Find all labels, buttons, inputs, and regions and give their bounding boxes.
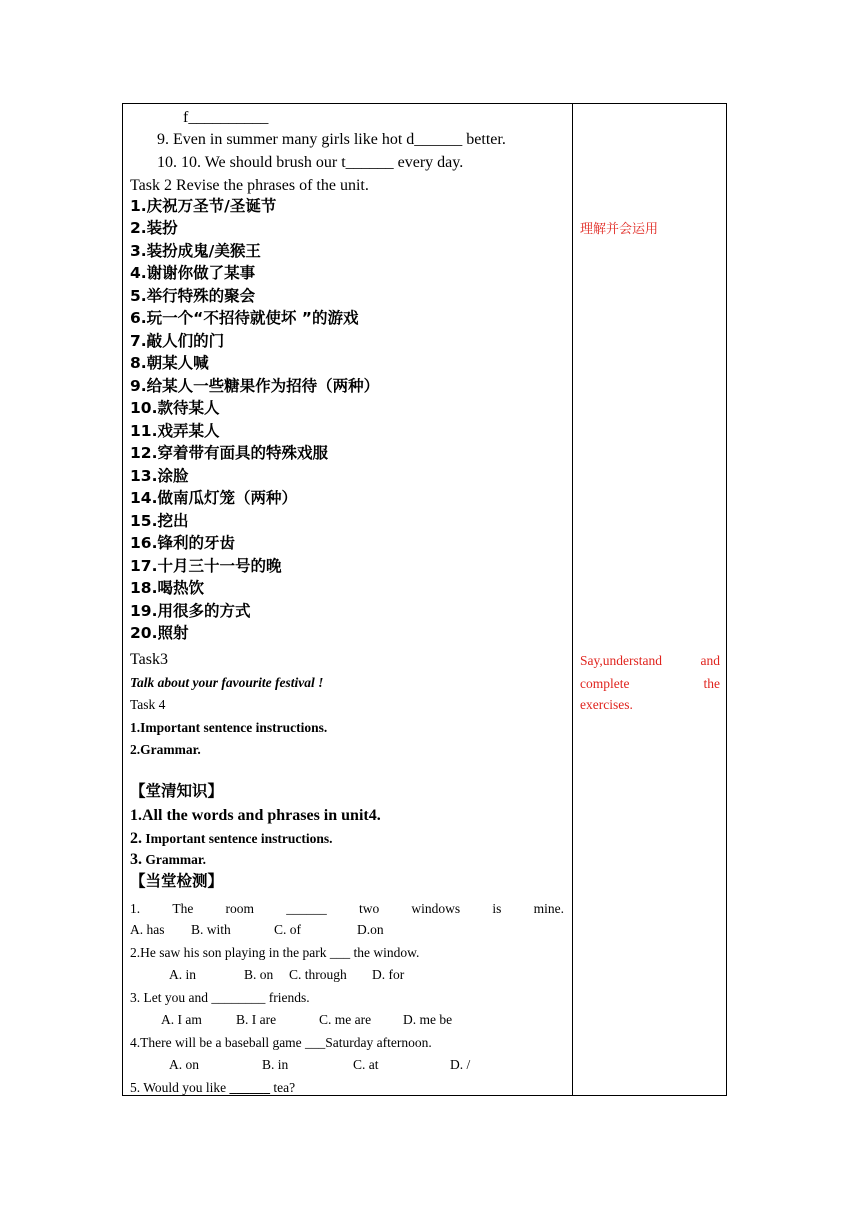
phrase-item: 6.玩一个“不招待就使坏 ”的游戏 (130, 309, 359, 327)
phrase-item: 16.锋利的牙齿 (130, 534, 235, 552)
phrase-item: 3.装扮成鬼/美猴王 (130, 242, 261, 260)
task2-heading: Task 2 Revise the phrases of the unit. (130, 177, 369, 194)
question-1-word: mine. (533, 901, 564, 916)
exercise-item-10: 10. 10. We should brush our t______ every day. (157, 154, 464, 171)
q2-option-b: B. on (244, 967, 274, 982)
q4-option-a: A. on (169, 1057, 199, 1072)
q1-option-a: A. has (130, 922, 165, 937)
task4-item-2: 2.Grammar. (130, 742, 201, 757)
note-word: complete (580, 676, 630, 691)
q2-option-d: D. for (372, 967, 405, 982)
q3-option-b: B. I are (236, 1012, 277, 1027)
task3-heading: Task3 (130, 651, 168, 668)
knowledge-item-2-number: 2. (130, 830, 142, 847)
question-4: 4.There will be a baseball game ___Saturday afternoon. (130, 1035, 432, 1050)
phrase-item: 1.庆祝万圣节/圣诞节 (130, 197, 277, 215)
task3-text: Talk about your favourite festival ! (130, 675, 324, 690)
q3-option-d: D. me be (403, 1012, 453, 1027)
q4-option-b: B. in (262, 1057, 289, 1072)
knowledge-item-2 (130, 831, 333, 847)
question-1-word: The (172, 901, 194, 916)
knowledge-item-1: 1.All the words and phrases in unit4. (130, 807, 381, 824)
phrase-item: 9.给某人一些糖果作为招待（两种） (130, 377, 380, 395)
question-1-word: is (492, 901, 502, 916)
q2-option-a: A. in (169, 967, 196, 982)
q4-option-c: C. at (353, 1057, 379, 1072)
question-3: 3. Let you and ________ friends. (130, 990, 310, 1005)
q1-option-c: C. of (274, 922, 301, 937)
q4-option-d: D. / (450, 1057, 471, 1072)
phrase-item: 19.用很多的方式 (130, 602, 251, 620)
phrase-item: 2.装扮 (130, 219, 178, 237)
question-5-suffix: tea? (270, 1080, 296, 1095)
phrase-item: 5.举行特殊的聚会 (130, 287, 256, 305)
blank-continuation: f__________ (183, 109, 269, 126)
task4-item-1: 1.Important sentence instructions. (130, 720, 328, 735)
phrase-item: 8.朝某人喊 (130, 354, 209, 372)
q2-option-c: C. through (289, 967, 347, 982)
question-5-prefix: 5. Would you like (130, 1080, 230, 1095)
phrase-item: 10.款待某人 (130, 399, 220, 417)
question-5 (130, 1081, 295, 1095)
phrase-item: 12.穿着带有面具的特殊戏服 (130, 444, 328, 462)
question-1-word: two (358, 901, 380, 916)
note-understand-use: 理解并会运用 (580, 222, 659, 237)
knowledge-heading: 【堂清知识】 (130, 782, 224, 800)
phrase-item: 11.戏弄某人 (130, 422, 220, 440)
phrase-item: 20.照射 (130, 624, 189, 642)
note-exercises: exercises. (580, 697, 633, 712)
phrase-item: 15.挖出 (130, 512, 189, 530)
q3-option-a: A. I am (161, 1012, 202, 1027)
exercise-item-9: 9. Even in summer many girls like hot d______ better. (157, 131, 506, 148)
phrase-item: 18.喝热饮 (130, 579, 204, 597)
question-1 (130, 901, 564, 917)
question-1-word: windows (411, 901, 461, 916)
question-5-blank: ______ (229, 1080, 271, 1095)
knowledge-item-3-text: Grammar. (142, 852, 206, 867)
question-1-word: room (225, 901, 255, 916)
phrase-item: 14.做南瓜灯笼（两种） (130, 489, 297, 507)
knowledge-item-3 (130, 852, 206, 868)
knowledge-item-2-text: Important sentence instructions. (142, 831, 333, 846)
question-1-blank: ______ (286, 901, 327, 916)
phrase-item: 7.敲人们的门 (130, 332, 225, 350)
q1-option-d: D.on (357, 922, 384, 937)
note-word: and (700, 653, 720, 668)
q1-option-b: B. with (191, 922, 231, 937)
question-2: 2.He saw his son playing in the park ___ the window. (130, 945, 420, 960)
question-1-word: 1. (130, 901, 141, 916)
phrase-item: 17.十月三十一号的晚 (130, 557, 282, 575)
test-heading: 【当堂检测】 (130, 872, 224, 890)
note-word: the (703, 676, 720, 691)
column-divider (572, 104, 573, 1095)
note-say-understand-line (580, 653, 720, 669)
q3-option-c: C. me are (319, 1012, 372, 1027)
phrase-item: 4.谢谢你做了某事 (130, 264, 256, 282)
note-complete-line (580, 676, 720, 692)
knowledge-item-3-number: 3. (130, 851, 142, 868)
note-word: Say,understand (580, 653, 662, 668)
task4-heading: Task 4 (130, 697, 166, 712)
phrase-item: 13.涂脸 (130, 467, 189, 485)
